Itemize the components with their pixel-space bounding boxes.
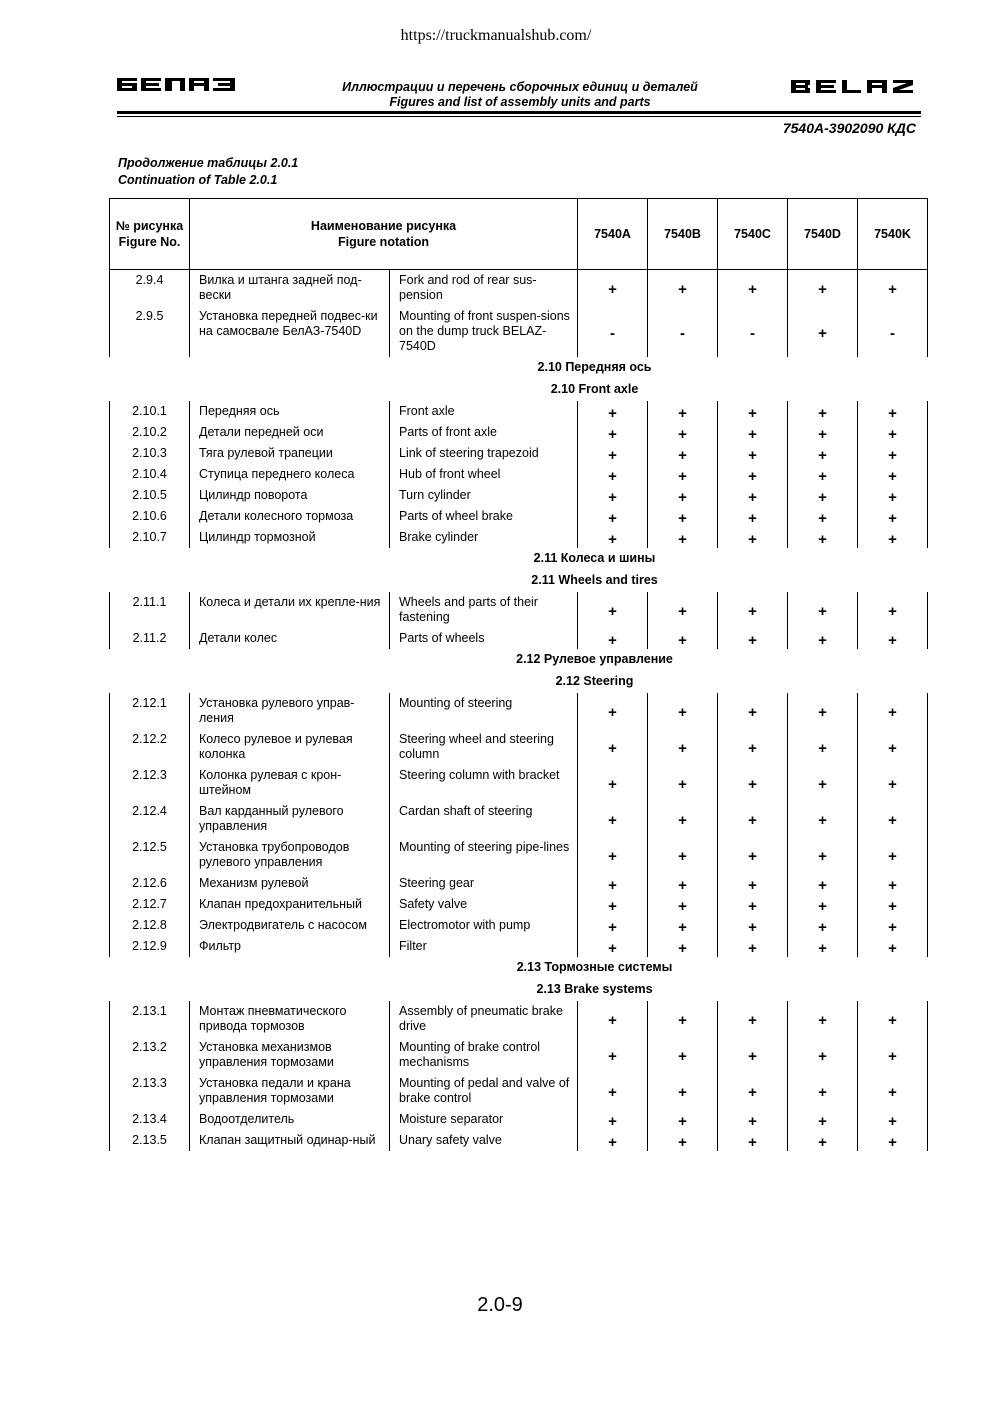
applicability-mark: + — [858, 801, 928, 837]
header-model-7540c: 7540C — [718, 199, 788, 270]
name-en: Assembly of pneumatic brake drive — [390, 1001, 578, 1037]
applicability-mark: - — [578, 306, 648, 357]
applicability-mark: + — [648, 837, 718, 873]
applicability-mark: + — [718, 873, 788, 894]
section-row — [110, 671, 928, 693]
name-ru: Электродвигатель с насосом — [190, 915, 390, 936]
applicability-mark: + — [858, 1109, 928, 1130]
figure-number: 2.10.2 — [110, 422, 190, 443]
applicability-mark: + — [788, 1073, 858, 1109]
applicability-mark: + — [648, 270, 718, 307]
applicability-mark: + — [578, 527, 648, 548]
applicability-mark: + — [578, 801, 648, 837]
name-ru: Установка передней подвес-ки на самосвале БелАЗ-7540D — [190, 306, 390, 357]
applicability-mark: + — [858, 1037, 928, 1073]
applicability-mark: + — [858, 729, 928, 765]
applicability-mark: - — [858, 306, 928, 357]
applicability-mark: + — [788, 270, 858, 307]
applicability-mark: + — [648, 464, 718, 485]
figure-number: 2.12.4 — [110, 801, 190, 837]
header-model-7540d: 7540D — [788, 199, 858, 270]
figure-number: 2.12.2 — [110, 729, 190, 765]
applicability-mark: + — [578, 1109, 648, 1130]
name-ru: Тяга рулевой трапеции — [190, 443, 390, 464]
applicability-mark: + — [578, 628, 648, 649]
applicability-mark: + — [648, 628, 718, 649]
name-ru: Детали колес — [190, 628, 390, 649]
name-ru: Вал карданный рулевого управления — [190, 801, 390, 837]
applicability-mark: + — [648, 915, 718, 936]
continuation-label-ru: Продолжение таблицы 2.0.1 — [118, 156, 299, 170]
header-figure-notation-en: Figure notation — [338, 235, 429, 249]
applicability-mark: + — [648, 873, 718, 894]
applicability-mark: + — [578, 1130, 648, 1151]
belaz-logo-en — [791, 80, 913, 93]
applicability-mark: - — [648, 306, 718, 357]
section-title: 2.11 Колеса и шины — [533, 551, 656, 565]
applicability-mark: + — [718, 765, 788, 801]
applicability-mark: + — [788, 527, 858, 548]
header-title-en: Figures and list of assembly units and parts — [389, 95, 651, 109]
table-row — [110, 527, 928, 548]
table-row — [110, 306, 928, 357]
applicability-mark: + — [788, 801, 858, 837]
name-ru: Цилиндр поворота — [190, 485, 390, 506]
applicability-mark: + — [648, 422, 718, 443]
table-row — [110, 801, 928, 837]
applicability-mark: + — [718, 915, 788, 936]
figure-number: 2.13.3 — [110, 1073, 190, 1109]
name-ru: Монтаж пневматического привода тормозов — [190, 1001, 390, 1037]
applicability-mark: - — [718, 306, 788, 357]
name-ru: Водоотделитель — [190, 1109, 390, 1130]
section-row — [110, 548, 928, 570]
applicability-mark: + — [858, 915, 928, 936]
header-figure-notation — [190, 199, 578, 270]
applicability-mark: + — [578, 443, 648, 464]
header-figure-number-ru: № рисунка — [115, 219, 184, 233]
applicability-mark: + — [788, 1130, 858, 1151]
name-en: Safety valve — [390, 894, 578, 915]
applicability-mark: + — [718, 1001, 788, 1037]
applicability-mark: + — [648, 592, 718, 628]
table-row — [110, 628, 928, 649]
applicability-mark: + — [648, 1037, 718, 1073]
section-title: 2.13 Тормозные системы — [516, 960, 673, 974]
applicability-mark: + — [718, 894, 788, 915]
applicability-mark: + — [578, 422, 648, 443]
name-ru: Детали колесного тормоза — [190, 506, 390, 527]
table-row — [110, 401, 928, 422]
applicability-mark: + — [578, 915, 648, 936]
table-row — [110, 936, 928, 957]
applicability-mark: + — [858, 464, 928, 485]
applicability-mark: + — [858, 628, 928, 649]
applicability-mark: + — [788, 894, 858, 915]
table-row — [110, 485, 928, 506]
applicability-mark: + — [718, 443, 788, 464]
name-en: Fork and rod of rear sus-pension — [390, 270, 578, 307]
applicability-mark: + — [648, 401, 718, 422]
applicability-mark: + — [718, 270, 788, 307]
applicability-mark: + — [718, 837, 788, 873]
name-ru: Колеса и детали их крепле-ния — [190, 592, 390, 628]
name-en: Parts of front axle — [390, 422, 578, 443]
name-en: Steering gear — [390, 873, 578, 894]
table-row — [110, 837, 928, 873]
figure-number: 2.12.7 — [110, 894, 190, 915]
applicability-mark: + — [578, 693, 648, 729]
header-figure-notation-ru: Наименование рисунка — [310, 219, 457, 233]
section-row — [110, 379, 928, 401]
name-en: Unary safety valve — [390, 1130, 578, 1151]
table-row — [110, 506, 928, 527]
applicability-mark: + — [648, 527, 718, 548]
name-en: Mounting of steering pipe-lines — [390, 837, 578, 873]
applicability-mark: + — [718, 401, 788, 422]
figure-number: 2.11.2 — [110, 628, 190, 649]
section-title: 2.10 Front axle — [550, 382, 639, 396]
name-ru: Установка механизмов управления тормозами — [190, 1037, 390, 1073]
applicability-mark: + — [718, 1037, 788, 1073]
name-en: Mounting of pedal and valve of brake control — [390, 1073, 578, 1109]
applicability-mark: + — [858, 506, 928, 527]
continuation-label-en: Continuation of Table 2.0.1 — [118, 173, 278, 187]
name-en: Turn cylinder — [390, 485, 578, 506]
section-title: 2.12 Steering — [555, 674, 634, 688]
header-rule-thick — [117, 111, 921, 114]
applicability-mark: + — [718, 527, 788, 548]
header-model-7540k: 7540K — [858, 199, 928, 270]
name-en: Mounting of brake control mechanisms — [390, 1037, 578, 1073]
name-en: Front axle — [390, 401, 578, 422]
header-title-ru: Иллюстрации и перечень сборочных единиц и деталей — [342, 80, 698, 94]
applicability-mark: + — [648, 765, 718, 801]
table-row — [110, 1001, 928, 1037]
name-en: Filter — [390, 936, 578, 957]
name-ru: Ступица переднего колеса — [190, 464, 390, 485]
name-en: Mounting of steering — [390, 693, 578, 729]
name-ru: Колонка рулевая с крон-штейном — [190, 765, 390, 801]
table-row — [110, 1130, 928, 1151]
name-ru: Установка педали и крана управления тормозами — [190, 1073, 390, 1109]
section-title: 2.11 Wheels and tires — [531, 573, 658, 587]
document-number: 7540A-3902090 КДС — [782, 120, 916, 136]
applicability-mark: + — [788, 765, 858, 801]
applicability-mark: + — [858, 837, 928, 873]
section-row — [110, 649, 928, 671]
figure-number: 2.9.5 — [110, 306, 190, 357]
belaz-logo-ru — [117, 78, 235, 91]
applicability-mark: + — [648, 506, 718, 527]
applicability-mark: + — [648, 443, 718, 464]
applicability-mark: + — [858, 693, 928, 729]
applicability-mark: + — [578, 894, 648, 915]
applicability-mark: + — [718, 729, 788, 765]
applicability-mark: + — [718, 485, 788, 506]
applicability-mark: + — [578, 506, 648, 527]
figure-number: 2.12.1 — [110, 693, 190, 729]
applicability-mark: + — [718, 801, 788, 837]
applicability-mark: + — [648, 1130, 718, 1151]
name-en: Moisture separator — [390, 1109, 578, 1130]
name-en: Hub of front wheel — [390, 464, 578, 485]
name-en: Steering column with bracket — [390, 765, 578, 801]
applicability-mark: + — [578, 464, 648, 485]
figure-number: 2.9.4 — [110, 270, 190, 307]
applicability-mark: + — [718, 422, 788, 443]
applicability-mark: + — [858, 485, 928, 506]
figure-number: 2.10.7 — [110, 527, 190, 548]
applicability-mark: + — [858, 422, 928, 443]
applicability-mark: + — [858, 1130, 928, 1151]
applicability-mark: + — [788, 837, 858, 873]
applicability-mark: + — [858, 401, 928, 422]
name-ru: Установка трубопроводов рулевого управления — [190, 837, 390, 873]
name-ru: Клапан предохранительный — [190, 894, 390, 915]
table-row — [110, 1109, 928, 1130]
applicability-mark: + — [648, 1109, 718, 1130]
figure-number: 2.10.6 — [110, 506, 190, 527]
name-ru: Колесо рулевое и рулевая колонка — [190, 729, 390, 765]
table-row — [110, 443, 928, 464]
figure-number: 2.12.3 — [110, 765, 190, 801]
figure-number: 2.12.6 — [110, 873, 190, 894]
applicability-mark: + — [578, 592, 648, 628]
figure-number: 2.10.3 — [110, 443, 190, 464]
applicability-mark: + — [718, 464, 788, 485]
applicability-mark: + — [788, 729, 858, 765]
section-row — [110, 570, 928, 592]
applicability-mark: + — [648, 1073, 718, 1109]
figure-number: 2.13.4 — [110, 1109, 190, 1130]
applicability-mark: + — [788, 592, 858, 628]
name-ru: Фильтр — [190, 936, 390, 957]
name-en: Link of steering trapezoid — [390, 443, 578, 464]
applicability-mark: + — [718, 506, 788, 527]
applicability-mark: + — [578, 485, 648, 506]
applicability-mark: + — [788, 915, 858, 936]
name-ru: Детали передней оси — [190, 422, 390, 443]
name-en: Mounting of front suspen-sions on the dump truck BELAZ-7540D — [390, 306, 578, 357]
name-en: Brake cylinder — [390, 527, 578, 548]
table-row — [110, 1037, 928, 1073]
name-ru: Клапан защитный одинар-ный — [190, 1130, 390, 1151]
section-title: 2.12 Рулевое управление — [516, 652, 673, 666]
applicability-mark: + — [718, 936, 788, 957]
name-en: Parts of wheel brake — [390, 506, 578, 527]
table-header-row — [110, 199, 928, 270]
applicability-mark: + — [648, 894, 718, 915]
applicability-mark: + — [648, 801, 718, 837]
applicability-mark: + — [718, 628, 788, 649]
figure-number: 2.12.8 — [110, 915, 190, 936]
name-en: Parts of wheels — [390, 628, 578, 649]
name-en: Wheels and parts of their fastening — [390, 592, 578, 628]
figure-number: 2.10.5 — [110, 485, 190, 506]
applicability-mark: + — [578, 1001, 648, 1037]
figure-number: 2.10.4 — [110, 464, 190, 485]
figure-number: 2.11.1 — [110, 592, 190, 628]
name-ru: Механизм рулевой — [190, 873, 390, 894]
applicability-mark: + — [788, 1109, 858, 1130]
name-ru: Передняя ось — [190, 401, 390, 422]
applicability-mark: + — [578, 936, 648, 957]
table-row — [110, 873, 928, 894]
table-row — [110, 765, 928, 801]
applicability-mark: + — [788, 401, 858, 422]
applicability-mark: + — [648, 729, 718, 765]
table-row — [110, 915, 928, 936]
figure-number: 2.13.2 — [110, 1037, 190, 1073]
figure-number: 2.13.1 — [110, 1001, 190, 1037]
applicability-mark: + — [788, 464, 858, 485]
section-title: 2.13 Brake systems — [536, 982, 653, 996]
applicability-mark: + — [788, 693, 858, 729]
applicability-mark: + — [788, 1001, 858, 1037]
applicability-mark: + — [648, 485, 718, 506]
applicability-mark: + — [858, 765, 928, 801]
name-en: Steering wheel and steering column — [390, 729, 578, 765]
applicability-mark: + — [858, 527, 928, 548]
table-row — [110, 464, 928, 485]
applicability-mark: + — [858, 592, 928, 628]
name-ru: Установка рулевого управ-ления — [190, 693, 390, 729]
applicability-mark: + — [648, 693, 718, 729]
applicability-mark: + — [858, 936, 928, 957]
figures-table — [109, 198, 928, 1151]
name-en: Electromotor with pump — [390, 915, 578, 936]
name-ru: Вилка и штанга задней под-вески — [190, 270, 390, 307]
header-rule-thin — [117, 116, 921, 117]
applicability-mark: + — [648, 936, 718, 957]
table-row — [110, 729, 928, 765]
table-row — [110, 894, 928, 915]
applicability-mark: + — [578, 873, 648, 894]
applicability-mark: + — [718, 693, 788, 729]
applicability-mark: + — [718, 1130, 788, 1151]
applicability-mark: + — [578, 1037, 648, 1073]
applicability-mark: + — [578, 270, 648, 307]
figure-number: 2.10.1 — [110, 401, 190, 422]
figures-table-container — [109, 198, 927, 1151]
figure-number: 2.12.5 — [110, 837, 190, 873]
table-row — [110, 693, 928, 729]
section-row — [110, 979, 928, 1001]
table-row — [110, 592, 928, 628]
applicability-mark: + — [858, 873, 928, 894]
applicability-mark: + — [858, 894, 928, 915]
applicability-mark: + — [788, 422, 858, 443]
applicability-mark: + — [788, 443, 858, 464]
applicability-mark: + — [788, 485, 858, 506]
applicability-mark: + — [718, 1109, 788, 1130]
applicability-mark: + — [648, 1001, 718, 1037]
applicability-mark: + — [788, 1037, 858, 1073]
name-ru: Цилиндр тормозной — [190, 527, 390, 548]
section-row — [110, 357, 928, 379]
table-row — [110, 422, 928, 443]
table-body — [110, 270, 928, 1152]
applicability-mark: + — [718, 592, 788, 628]
section-title: 2.10 Передняя ось — [537, 360, 652, 374]
applicability-mark: + — [858, 443, 928, 464]
applicability-mark: + — [788, 628, 858, 649]
applicability-mark: + — [858, 1073, 928, 1109]
applicability-mark: + — [578, 837, 648, 873]
header-figure-number — [110, 199, 190, 270]
applicability-mark: + — [788, 873, 858, 894]
figure-number: 2.12.9 — [110, 936, 190, 957]
applicability-mark: + — [578, 765, 648, 801]
table-row — [110, 270, 928, 307]
page-number: 2.0-9 — [477, 1294, 523, 1316]
applicability-mark: + — [578, 401, 648, 422]
header-model-7540a: 7540A — [578, 199, 648, 270]
applicability-mark: + — [578, 729, 648, 765]
section-row — [110, 957, 928, 979]
applicability-mark: + — [578, 1073, 648, 1109]
applicability-mark: + — [858, 270, 928, 307]
source-url[interactable]: https://truckmanualshub.com/ — [400, 27, 592, 44]
table-row — [110, 1073, 928, 1109]
header-model-7540b: 7540B — [648, 199, 718, 270]
header-figure-number-en: Figure No. — [118, 235, 181, 249]
applicability-mark: + — [718, 1073, 788, 1109]
applicability-mark: + — [788, 936, 858, 957]
applicability-mark: + — [788, 306, 858, 357]
applicability-mark: + — [788, 506, 858, 527]
applicability-mark: + — [858, 1001, 928, 1037]
figure-number: 2.13.5 — [110, 1130, 190, 1151]
name-en: Cardan shaft of steering — [390, 801, 578, 837]
